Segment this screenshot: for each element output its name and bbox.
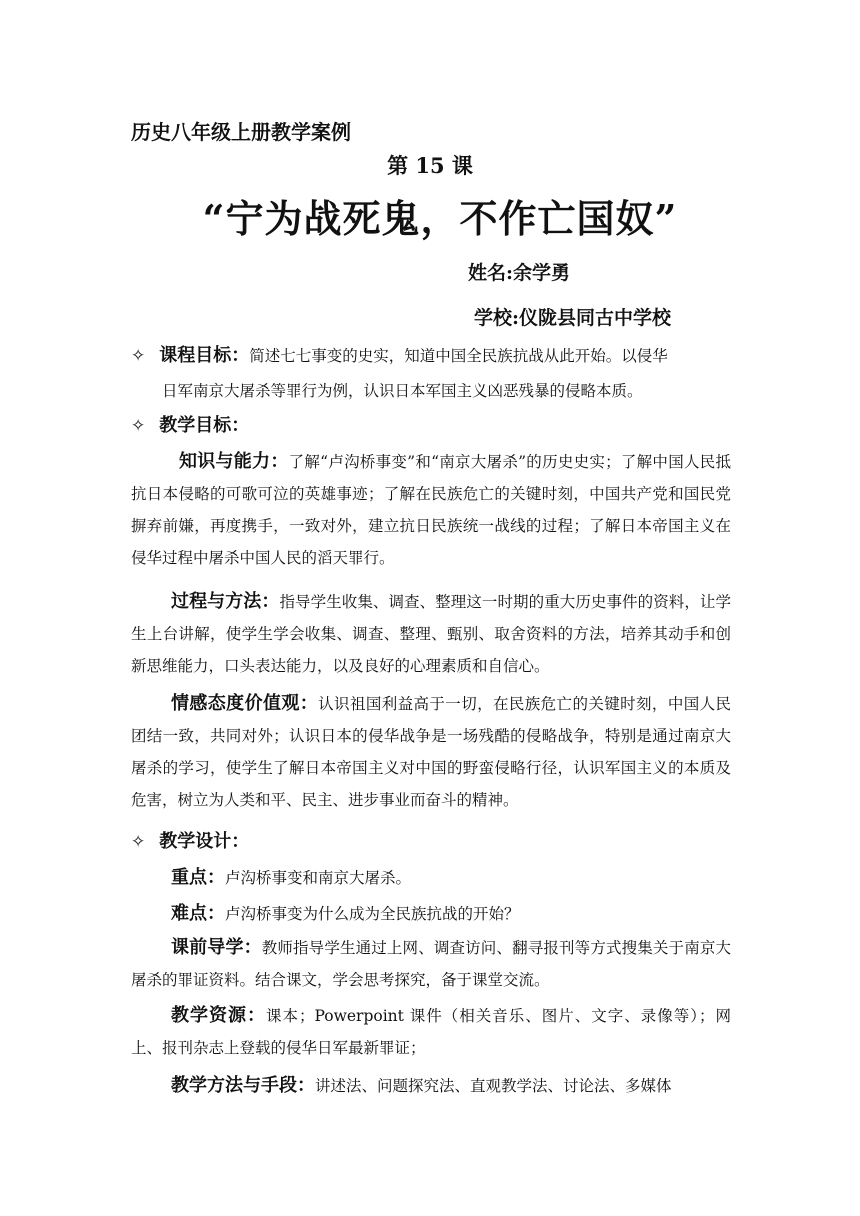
teaching-goal-heading [131, 410, 249, 442]
values-text: 认识祖国利益高于一切，在民族危亡的关键时刻，中国人民团结一致，共同对外；认识日本的侵华战争是一场残酷的侵略战争，特别是通过南京大屠杀的学习，使学生了解日本帝国主义对中国的野蛮侵略行径，认识军国主义的本质及危害，树立为人类和平、民主、进步事业而奋斗的精神。 [131, 695, 731, 809]
difficult-point-label: 难点： [171, 903, 225, 924]
key-point-text: 卢沟桥事变和南京大屠杀。 [225, 869, 412, 887]
knowledge-label: 知识与能力： [179, 451, 289, 472]
knowledge-text: 了解“卢沟桥事变”和“南京大屠杀”的历史史实；了解中国人民抵抗日本侵略的可歌可泣的英雄事迹；了解在民族危亡的关键时刻，中国共产党和国民党摒弃前嫌，再度携手，一致对外，建立抗日民族统一战线的过程；了解日本帝国主义在侵华过程中屠杀中国人民的滔天罪行。 [131, 453, 731, 567]
course-goal-line1 [131, 340, 668, 372]
preview-paragraph [131, 932, 731, 996]
course-goal-line2: 日军南京大屠杀等罪行为例，认识日本军国主义凶恶残暴的侵略本质。 [162, 382, 643, 400]
document-header: 历史八年级上册教学案例 [131, 120, 351, 144]
lesson-number: 第 15 课 [387, 153, 473, 178]
resources-text: 课本；Powerpoint 课件（相关音乐、图片、文字、录像等）；网上、报刊杂志上登载的侵华日军最新罪证； [131, 1007, 731, 1057]
design-heading [131, 826, 249, 858]
diamond-bullet-icon: ✧ [131, 346, 146, 366]
resources-label: 教学资源： [171, 1005, 266, 1026]
diamond-bullet-icon: ✧ [131, 832, 146, 852]
preview-text: 教师指导学生通过上网、调查访问、翻寻报刊等方式搜集关于南京大屠杀的罪证资料。结合课文，学会思考探究，备于课堂交流。 [131, 939, 731, 989]
key-point-label: 重点： [171, 867, 225, 888]
methods-label: 教学方法与手段： [171, 1075, 315, 1096]
difficult-point-line [171, 898, 520, 930]
methods-line [171, 1070, 672, 1102]
diamond-bullet-icon: ✧ [131, 416, 146, 436]
key-point-line [171, 862, 411, 894]
knowledge-paragraph [131, 446, 731, 574]
process-label: 过程与方法： [171, 591, 280, 612]
process-paragraph [131, 586, 731, 682]
course-goal-text-1: 简述七七事变的史实，知道中国全民族抗战从此开始。以侵华 [249, 347, 668, 365]
lesson-title: “宁为战死鬼，不作亡国奴” [202, 196, 678, 241]
preview-label: 课前导学： [171, 937, 262, 958]
course-goal-label: 课程目标： [159, 345, 250, 366]
process-text: 指导学生收集、调查、整理这一时期的重大历史事件的资料，让学生上台讲解，使学生学会收集、调查、整理、甄别、取舍资料的方法，培养其动手和创新思维能力，口头表达能力，以及良好的心理素质和自信心。 [131, 593, 732, 675]
school-name: 学校:仪陇县同古中学校 [474, 307, 672, 329]
design-label: 教学设计： [159, 831, 250, 852]
resources-paragraph [131, 1000, 731, 1064]
teaching-goal-label: 教学目标： [159, 415, 250, 436]
values-paragraph [131, 688, 731, 816]
methods-text: 讲述法、问题探究法、直观教学法、讨论法、多媒体 [315, 1077, 672, 1095]
difficult-point-text: 卢沟桥事变为什么成为全民族抗战的开始？ [225, 905, 520, 923]
values-label: 情感态度价值观： [171, 693, 319, 714]
author-name: 姓名:余学勇 [468, 262, 571, 284]
